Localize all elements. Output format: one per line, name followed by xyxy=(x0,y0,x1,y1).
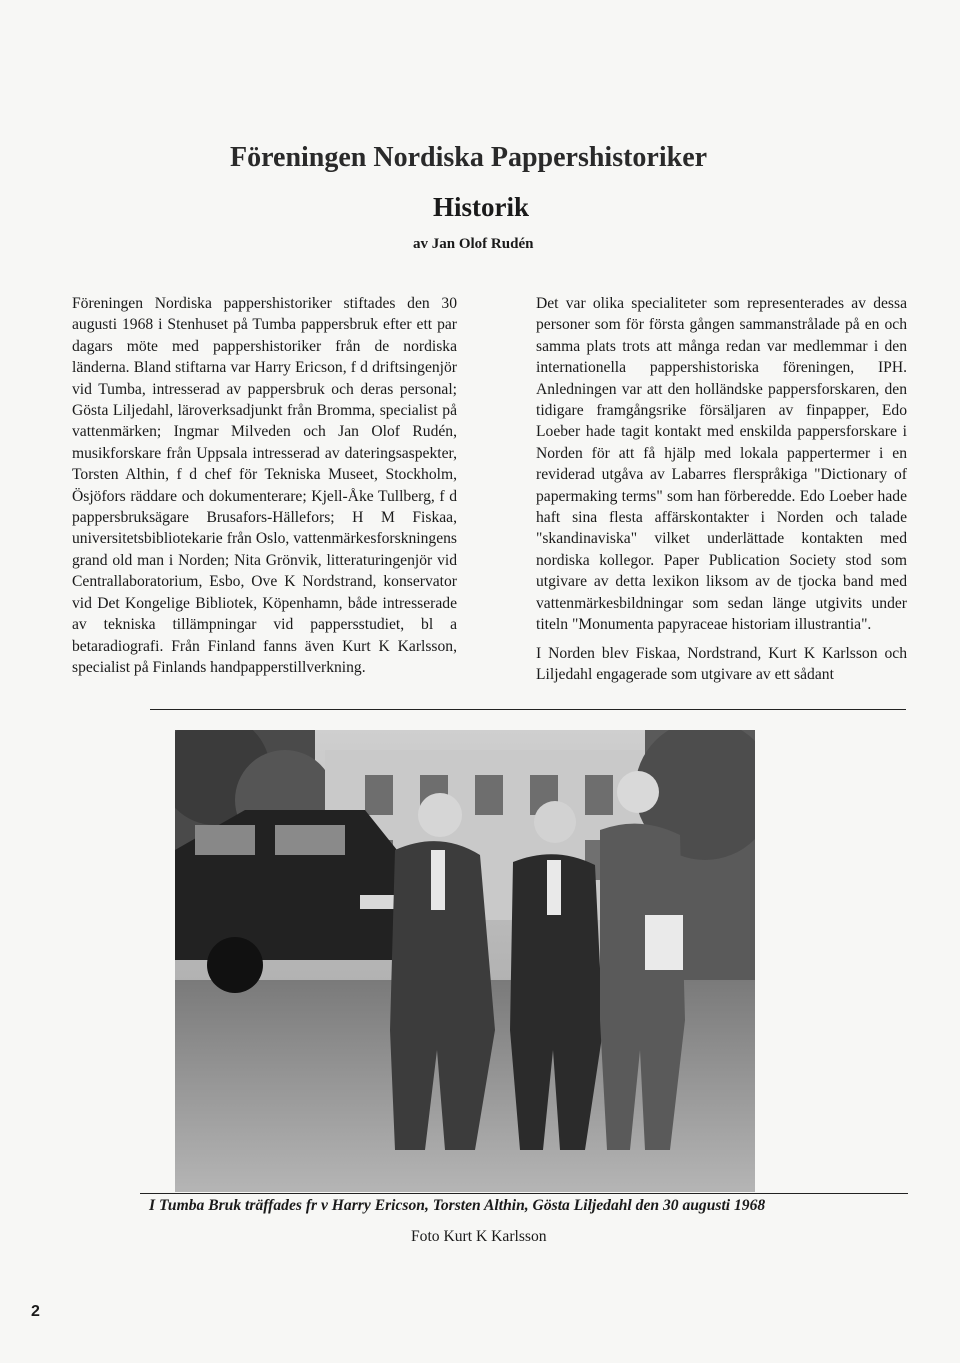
page-number: 2 xyxy=(31,1303,40,1320)
top-divider xyxy=(150,709,906,710)
article-byline: av Jan Olof Rudén xyxy=(413,236,534,252)
photo-credit: Foto Kurt K Karlsson xyxy=(411,1228,547,1245)
article-title: Föreningen Nordiska Pappershistoriker xyxy=(230,142,708,173)
historical-photo xyxy=(175,730,755,1192)
photo-caption: I Tumba Bruk träffades fr v Harry Ericson, Torsten Althin, Gösta Liljedahl den 30 augusti 1968 xyxy=(149,1197,766,1214)
bottom-divider xyxy=(140,1193,908,1194)
right-column xyxy=(536,293,907,685)
left-column xyxy=(72,293,457,678)
left-paragraph: Föreningen Nordiska pappershistoriker stiftades den 30 augusti 1968 i Stenhuset på Tumba pappersbruk efter ett par dagars möte med pappershistoriker från de nordiska länderna. Bland stiftarna var Harry Ericson, f d driftsingenjör vid Tumba, intresserad av pappersbruk och deras personal; Gösta Liljedahl, läroverksadjunkt från Bromma, specialist på vattenmärken; Ingmar Milveden och Jan Olof Rudén, musikforskare från Uppsala intresserad av dateringsaspekter, Torsten Althin, f d chef för Tekniska Museet, Stockholm, Ösjöfors räddare och dokumenterare; Kjell-Åke Tullberg, f d pappersbruksägare Brusafors-Hällefors; H M Fiskaa, universitetsbibliotekarie från Oslo, vattenmärkesforskningens grand old man i Norden; Nita Grönvik, litteraturingenjör vid Centrallaboratorium, Esbo, Ove K Nordstrand, konservator vid Det Kongelige Bibliotek, Köpenhamn, både intresserade av tekniska tillämpningar vid pappersstudiet, bl a betaradiografi. Från Finland fanns även Kurt K Karlsson, specialist på Finlands handpapperstillverkning. xyxy=(72,295,457,676)
right-paragraph-1: Det var olika specialiteter som representerades av dessa personer som för första gången sammanstrålade på en och samma plats trots att många redan var medlemmar i den internationella pappershistoriska föreningen, IPH. Anledningen var att den holländske pappersforskaren, den tidigare framgångsrike försäljaren av finpapper, Edo Loeber hade tagit kontakt med enskilda pappersforskare i Norden för att få hjälp med lokala pappertermer i en reviderad utgåva av Labarres flerspråkiga "Dictionary of papermaking terms" som han förberedde. Edo Loeber hade haft sina flesta affärskontakter i Norden och talade "skandinaviska" vilket underlättade kontakten med nordiska kollegor. Paper Publication Society stod som utgivare av detta lexikon liksom av de tjocka band med vattenmärkesbildningar som sedan länge utgivits under titeln "Monumenta papyraceae historiam illustrantia". xyxy=(536,295,907,634)
right-paragraph-2: I Norden blev Fiskaa, Nordstrand, Kurt K Karlsson och Liljedahl engagerade som utgivare av ett sådant xyxy=(536,644,907,683)
article-subtitle: Historik xyxy=(433,192,530,222)
